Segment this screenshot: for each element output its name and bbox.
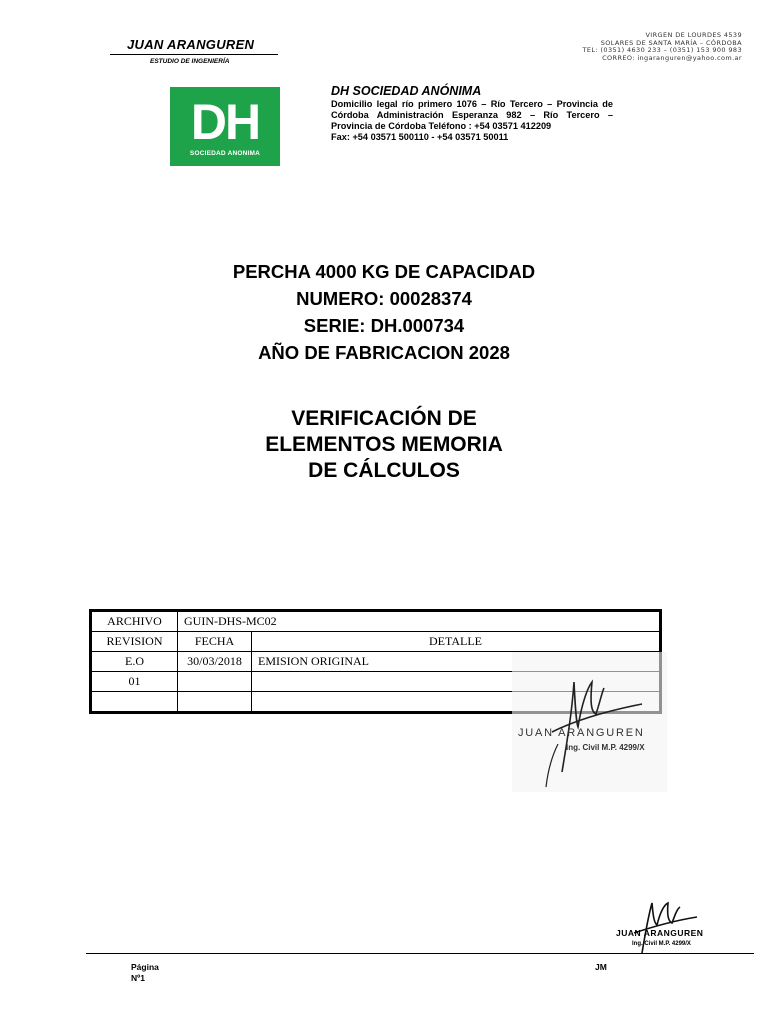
studio-subtitle: ESTUDIO DE INGENIERÍA [150,58,230,65]
archivo-value: GUIN-DHS-MC02 [178,612,660,632]
logo-letters: DH [190,94,260,150]
footer-signature-title: Ing. Civil M.P. 4299/X [632,941,691,947]
document-title-line1: VERIFICACIÓN DE [291,407,477,430]
product-number: NUMERO: 00028374 [296,288,472,309]
signature-stamp [512,652,667,792]
company-address-block [331,99,613,143]
product-year: AÑO DE FABRICACION 2028 [258,342,510,363]
logo-caption: SOCIEDAD ANONIMA [189,150,261,157]
product-series: SERIE: DH.000734 [303,315,465,336]
product-title [0,258,768,366]
contact-address: VIRGEN DE LOURDES 4539 [645,31,742,39]
cell-revision [92,692,178,712]
footer-initials: JM [595,962,607,972]
table-row-archivo [92,612,660,632]
cell-fecha [178,692,252,712]
contact-phone: TEL: (0351) 4630 233 – (0351) 153 900 983 [582,46,742,55]
stamp-name: JUAN ARANGUREN [518,727,645,739]
document-title-line3: DE CÁLCULOS [308,459,460,482]
footer-page [131,962,159,984]
footer-page-number: Nº1 [131,973,145,983]
cell-detalle: EMISION ORIGINAL [252,652,660,672]
footer-signature-name: JUAN ARANGUREN [616,928,704,938]
cell-fecha: 30/03/2018 [178,652,252,672]
company-name: DH SOCIEDAD ANÓNIMA [331,84,482,98]
contact-email: CORREO: ingaranguren@yahoo.com.ar [602,53,742,62]
dh-logo [170,87,280,166]
cell-fecha [178,672,252,692]
footer-page-label: Página [131,962,159,972]
document-title-line2: ELEMENTOS MEMORIA [265,433,503,456]
studio-name: JUAN ARANGUREN [127,37,255,52]
studio-underline [110,54,278,55]
header-fecha: FECHA [178,632,252,652]
product-capacity: PERCHA 4000 KG DE CAPACIDAD [232,261,536,282]
stamp-title: Ing. Civil M.P. 4299/X [566,743,645,752]
company-address: Domicilio legal río primero 1076 – Río Tercero – Provincia de Córdoba Administración Esperanza 982 – Río Tercero – Provincia de Córdoba Teléfono : +54 03571 412209 [331,99,613,131]
header-revision: REVISION [92,632,178,652]
company-fax: Fax: +54 03571 500110 - +54 03571 50011 [331,132,509,142]
archivo-label: ARCHIVO [92,612,178,632]
document-title [0,406,768,484]
table-header-row [92,632,660,652]
studio-contact [522,32,742,62]
cell-revision: 01 [92,672,178,692]
contact-city: SOLARES DE SANTA MARÍA – CÓRDOBA [600,38,742,47]
footer-divider [86,953,754,954]
header-detalle: DETALLE [252,632,660,652]
cell-revision: E.O [92,652,178,672]
